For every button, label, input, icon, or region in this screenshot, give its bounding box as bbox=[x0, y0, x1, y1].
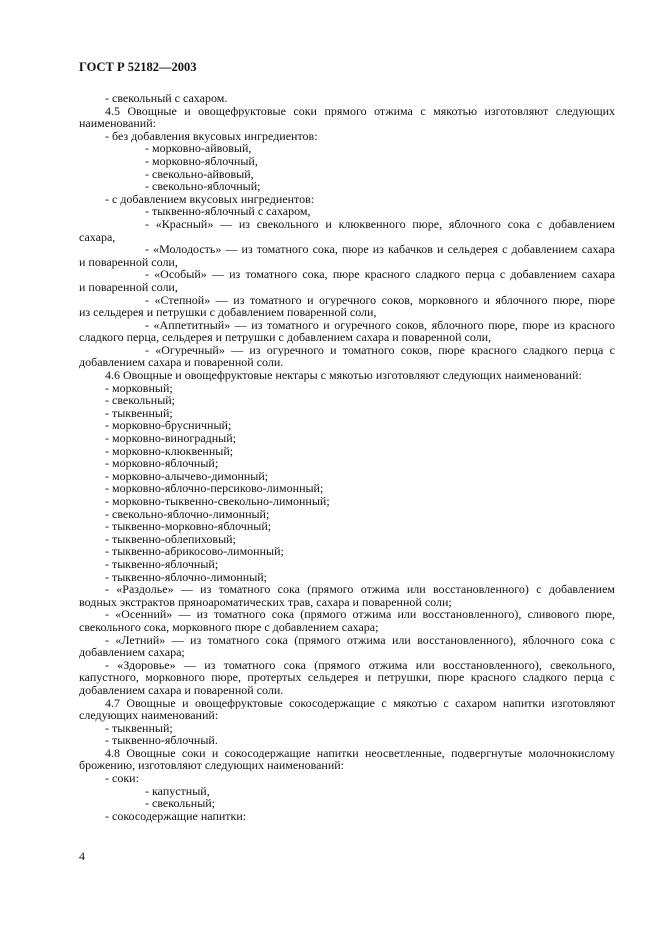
text-line: добавлением сахара и поваренной соли. bbox=[79, 682, 284, 697]
text-line: - тыквенный; bbox=[105, 405, 173, 420]
document-header: ГОСТ Р 52182—2003 bbox=[79, 60, 197, 74]
text-line: - тыквенный; bbox=[105, 720, 173, 735]
text-line: - морковно-клюквенный; bbox=[105, 443, 234, 458]
text-line: добавлением сахара и поваренной соли. bbox=[79, 355, 284, 370]
text-line: - свекольный; bbox=[105, 393, 176, 408]
text-line: - морковно-алычево-димонный; bbox=[105, 468, 269, 483]
text-line: - с добавлением вкусовых ингредиентов: bbox=[105, 191, 315, 206]
text-line: 4.7 Овощные и овощефруктовые сокосодержащие с мякотью с сахаром напитки изготовляют bbox=[105, 696, 615, 710]
text-line: - свекольный; bbox=[145, 796, 216, 811]
text-line: - морковно-тыквенно-свекольно-лимонный; bbox=[105, 494, 330, 508]
text-line: 4.6 Овощные и овощефруктовые нектары с мякотью изготовляют следующих наименований: bbox=[105, 368, 582, 383]
text-line: - «Осенний» — из томатного сока (прямого отжима или восстановленного), сливового пюре, bbox=[105, 608, 615, 621]
text-line: капустного, морковного пюре, протертых сельдерея и петрушки, пюре красного сладкого перца с bbox=[79, 671, 615, 684]
text-line: - морковно-яблочный, bbox=[145, 153, 258, 168]
text-line: 4.8 Овощные соки и сокосодержащие напитки неосветленные, подвергнутые молочнокислому bbox=[105, 746, 615, 760]
text-line: - «Огуречный» — из огуречного и томатного соков, пюре красного сладкого перца с bbox=[145, 343, 615, 357]
text-line: - тыквенно-абрикосово-лимонный; bbox=[105, 544, 284, 559]
text-line: - без добавления вкусовых ингредиентов: bbox=[105, 128, 318, 143]
text-line: - тыквенно-яблочный с сахаром, bbox=[145, 204, 311, 219]
text-line: - тыквенно-яблочный; bbox=[105, 556, 219, 571]
text-line: - «Степной» — из томатного и огуречного соков, морковного и яблочного пюре, пюре bbox=[145, 293, 615, 307]
document-body bbox=[79, 92, 615, 822]
text-line: - тыквенно-яблочный. bbox=[105, 733, 218, 748]
text-line: сладкого перца, сельдерея и петрушки с добавлением сахара и поваренной соли, bbox=[79, 330, 492, 345]
text-line: - «Молодость» — из томатного сока, пюре из кабачков и сельдерея с добавлением сахара bbox=[145, 243, 615, 256]
text-line: - капустный, bbox=[145, 783, 210, 798]
text-line: - тыквенно-морковно-яблочный; bbox=[105, 519, 272, 534]
text-line: - «Летний» — из томатного сока (прямого отжима или восстановленного), яблочного сока с bbox=[105, 633, 615, 647]
text-line: добавлением сахара; bbox=[79, 645, 185, 660]
text-line: - морковный; bbox=[105, 380, 173, 395]
text-line: сахара, bbox=[79, 229, 116, 244]
text-line: - морковно-яблочно-персиково-лимонный; bbox=[105, 481, 324, 496]
text-line: - свекольно-яблочно-лимонный; bbox=[105, 506, 270, 521]
page-number: 4 bbox=[79, 849, 85, 863]
text-line: - морковно-айвовый, bbox=[145, 141, 252, 156]
text-line: - свекольно-яблочный; bbox=[145, 179, 261, 194]
text-line: наименований: bbox=[79, 116, 156, 131]
text-line: - свекольно-айвовый, bbox=[145, 166, 254, 181]
text-line: - морковно-яблочный; bbox=[105, 456, 219, 471]
text-line: - сокосодержащие напитки: bbox=[105, 808, 247, 823]
text-line: - морковно-виноградный; bbox=[105, 431, 236, 446]
text-line: - тыквенно-яблочно-лимонный; bbox=[105, 569, 268, 584]
text-line: - «Особый» — из томатного сока, пюре красного сладкого перца с добавлением сахара bbox=[145, 268, 615, 281]
text-line: из сельдерея и петрушки с добавлением поваренной соли, bbox=[79, 305, 377, 320]
text-line: - тыквенно-облепиховый; bbox=[105, 531, 236, 546]
text-line: - морковно-брусничный; bbox=[105, 418, 232, 433]
text-line: свекольного сока, морковного пюре с добавлением сахара; bbox=[79, 619, 379, 634]
text-line: следующих наименований: bbox=[79, 708, 219, 723]
text-line: - «Красный» — из свекольного и клюквенного пюре, яблочного сока с добавлением bbox=[145, 217, 615, 231]
text-line: и поваренной соли, bbox=[79, 279, 178, 294]
text-line: 4.5 Овощные и овощефруктовые соки прямого отжима с мякотью изготовляют следующих bbox=[105, 104, 615, 118]
text-line: и поваренной соли, bbox=[79, 254, 178, 269]
text-line: - свекольный с сахаром. bbox=[105, 91, 228, 105]
text-line: - «Раздолье» — из томатного сока (прямого отжима или восстановленного) с добавлением bbox=[105, 583, 615, 596]
text-line: - соки: bbox=[105, 771, 139, 786]
text-line: - «Здоровье» — из томатного сока (прямого отжима или восстановленного), свекольного, bbox=[105, 658, 615, 672]
text-line: брожению, изготовляют следующих наименований: bbox=[79, 758, 345, 773]
text-line: водных экстрактов пряноароматических трав, сахара и поваренной соли; bbox=[79, 594, 452, 609]
text-line: - «Аппетитный» — из томатного и огуречного соков, яблочного пюре, пюре из красного bbox=[145, 318, 615, 332]
